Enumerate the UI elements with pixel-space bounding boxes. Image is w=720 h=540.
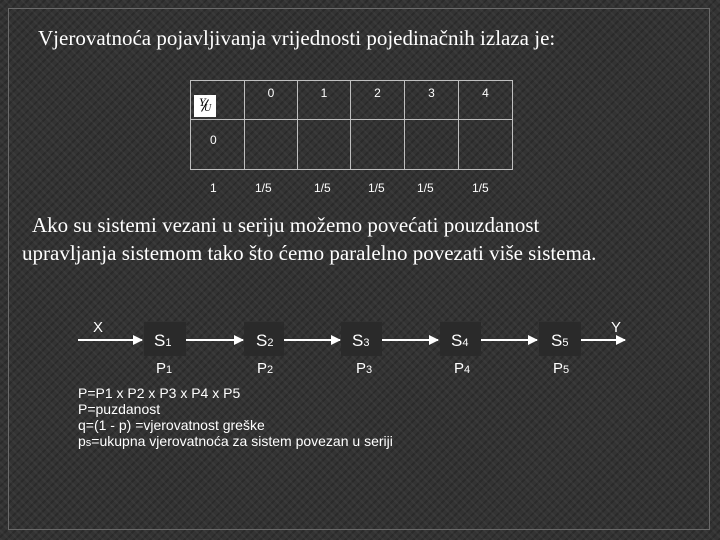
table-header-cell: 2: [351, 80, 405, 120]
system-block-1: [144, 322, 186, 377]
formula-line-2: P=puzdanost: [78, 401, 161, 417]
row1-value: 1/5: [472, 181, 489, 195]
system-label: S2: [256, 331, 274, 350]
formula-line-3: q=(1 - p) =vjerovatnost greške: [78, 417, 265, 433]
input-label-x: X: [93, 319, 104, 336]
system-block-3: [341, 322, 382, 377]
probability-label: P2: [257, 360, 274, 377]
table-header-cell: 0: [245, 80, 298, 120]
formula-rest: =ukupna vjerovatnoća za sistem povezan u seriji: [91, 433, 393, 449]
slide-heading: Vjerovatnoća pojavljivanja vrijednosti pojedinačnih izlaza je:: [38, 26, 556, 50]
system-block-4: [440, 322, 481, 377]
formula-block: [78, 385, 393, 451]
formula-sub-s: s: [85, 437, 92, 449]
row1-value: 1/5: [368, 181, 385, 195]
probability-label: P3: [356, 360, 373, 377]
table-header-cell: 1: [298, 80, 351, 120]
probability-label: P5: [553, 360, 570, 377]
row1-value: 1/5: [314, 181, 331, 195]
probability-label: P4: [454, 360, 471, 377]
system-label: S5: [551, 331, 569, 350]
formula-line-1: P=P1 x P2 x P3 x P4 x P5: [78, 385, 241, 401]
formula-line-4: [78, 433, 393, 451]
table-header-cell: 4: [459, 80, 513, 120]
corner-u: U: [204, 103, 212, 114]
system-block-2: [244, 322, 284, 377]
paragraph-line-2: upravljanja sistemom tako što ćemo paralelno povezati više sistema.: [22, 241, 597, 265]
row1-value: 1/5: [255, 181, 272, 195]
system-label: S4: [451, 331, 469, 350]
table-header-cell: 3: [405, 80, 459, 120]
system-label: S1: [154, 331, 172, 350]
paragraph-line-1: Ako su sistemi vezani u seriju možemo povećati pouzdanost: [32, 213, 540, 237]
system-block-5: [539, 322, 581, 377]
row1-value: 1/5: [417, 181, 434, 195]
corner-y: Y: [199, 95, 206, 109]
system-label: S3: [352, 331, 370, 350]
row-label-0: 0: [210, 133, 217, 147]
output-label-y: Y: [611, 319, 622, 336]
row-label-1: 1: [210, 181, 217, 195]
probability-label: P1: [156, 360, 173, 377]
formula-p: p: [78, 433, 86, 449]
